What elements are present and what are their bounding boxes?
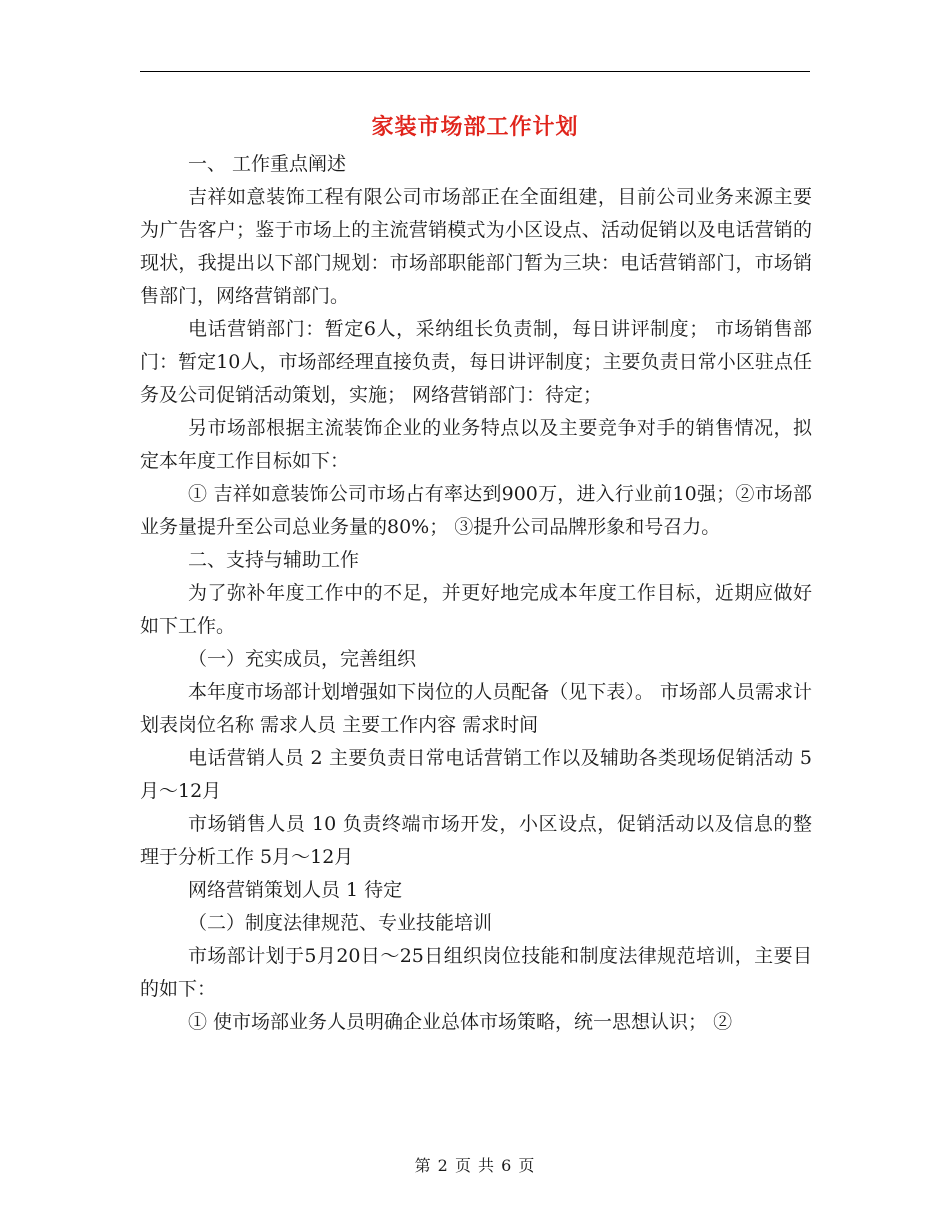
paragraph: 市场部计划于5月20日～25日组织岗位技能和制度法律规范培训，主要目的如下： — [140, 945, 812, 1000]
paragraph: 另市场部根据主流装饰企业的业务特点以及主要竞争对手的销售情况，拟定本年度工作目标如下： — [140, 417, 812, 472]
staff-row: 市场销售人员 10 负责终端市场开发，小区设点，促销活动以及信息的整理于分析工作 5月～12月 — [140, 813, 812, 868]
paragraph: 为了弥补年度工作中的不足，并更好地完成本年度工作目标，近期应做好如下工作。 — [140, 582, 812, 637]
subsection-heading-2: （二）制度法律规范、专业技能培训 — [188, 912, 493, 934]
staff-row: 电话营销人员 2 主要负责日常电话营销工作以及辅助各类现场促销活动 5月～12月 — [140, 747, 812, 802]
paragraph: 电话营销部门：暂定6人，采纳组长负责制，每日讲评制度； 市场销售部门：暂定10人，市场部经理直接负责，每日讲评制度；主要负责日常小区驻点任务及公司促销活动策划，实施； 网络营销部门：待定； — [140, 318, 812, 406]
document-title: 家装市场部工作计划 — [371, 114, 579, 140]
section-heading-1: 一、 工作重点阐述 — [188, 153, 347, 175]
paragraph: ① 使市场部业务人员明确企业总体市场策略，统一思想认识； ② — [188, 1011, 733, 1033]
paragraph: 吉祥如意装饰工程有限公司市场部正在全面组建，目前公司业务来源主要为广告客户；鉴于市场上的主流营销模式为小区设点、活动促销以及电话营销的现状，我提出以下部门规划：市场部职能部门暂为三块：电话营销部门，市场销售部门，网络营销部门。 — [140, 186, 812, 307]
header-rule — [140, 71, 810, 72]
paragraph-goals: ① 吉祥如意装饰公司市场占有率达到900万，进入行业前10强；②市场部业务量提升至公司总业务量的80%； ③提升公司品牌形象和号召力。 — [140, 483, 812, 538]
paragraph: 本年度市场部计划增强如下岗位的人员配备（见下表）。 市场部人员需求计划表岗位名称 需求人员 主要工作内容 需求时间 — [140, 681, 812, 736]
staff-row: 网络营销策划人员 1 待定 — [188, 879, 403, 901]
subsection-heading-1: （一）充实成员，完善组织 — [188, 648, 417, 670]
section-heading-2: 二、支持与辅助工作 — [188, 549, 360, 571]
page-number: 第 2 页 共 6 页 — [414, 1156, 536, 1175]
document-body — [140, 148, 812, 1039]
